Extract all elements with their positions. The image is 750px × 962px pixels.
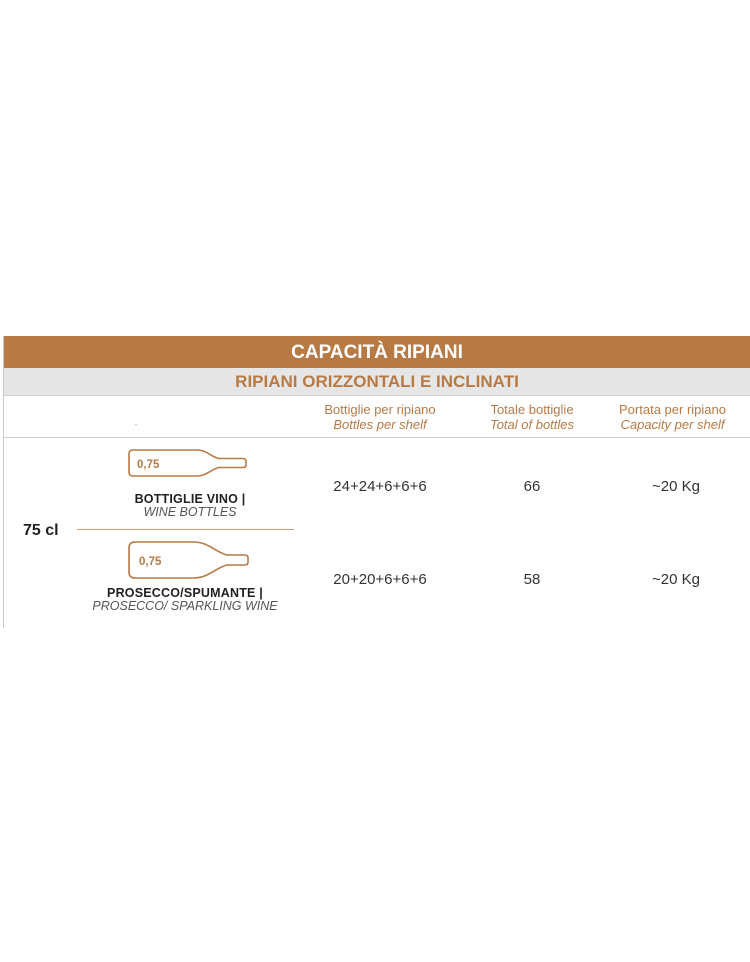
bottle-type-it: PROSECCO/SPUMANTE | bbox=[107, 586, 263, 600]
column-header-bottles-per-shelf bbox=[300, 402, 460, 432]
table-subtitle: RIPIANI ORIZZONTALI E INCLINATI bbox=[4, 368, 750, 396]
sparkling-bottle-icon bbox=[127, 540, 251, 580]
bottle-volume-label: 0,75 bbox=[139, 556, 162, 568]
column-header-capacity-per-shelf bbox=[600, 402, 745, 432]
bottle-volume-label: 0,75 bbox=[137, 459, 160, 471]
bottle-type-label bbox=[95, 493, 285, 519]
table-title: CAPACITÀ RIPIANI bbox=[4, 336, 750, 368]
bottle-type-it: BOTTIGLIE VINO | bbox=[134, 492, 246, 506]
header-dot bbox=[135, 424, 137, 425]
column-header-sub: Capacity per shelf bbox=[620, 417, 725, 432]
capacity-value: ~20 Kg bbox=[652, 478, 700, 495]
column-header-total-bottles bbox=[462, 402, 602, 432]
total-bottles-value: 58 bbox=[523, 571, 541, 588]
bottles-per-shelf-value: 24+24+6+6+6 bbox=[333, 478, 427, 495]
column-header-main: Portata per ripiano bbox=[619, 402, 726, 417]
bottle-size-label: 75 cl bbox=[23, 522, 59, 539]
column-header-main: Totale bottiglie bbox=[490, 402, 574, 417]
column-header-main: Bottiglie per ripiano bbox=[324, 402, 436, 417]
row-divider bbox=[77, 529, 294, 530]
shelf-capacity-table bbox=[0, 336, 750, 628]
bottle-type-en: WINE BOTTLES bbox=[143, 505, 237, 519]
total-bottles-value: 66 bbox=[523, 478, 541, 495]
bottle-type-label bbox=[70, 587, 300, 613]
header-divider bbox=[4, 437, 750, 438]
column-header-sub: Bottles per shelf bbox=[333, 417, 427, 432]
bottles-per-shelf-value: 20+20+6+6+6 bbox=[333, 571, 427, 588]
capacity-value: ~20 Kg bbox=[652, 571, 700, 588]
column-header-sub: Total of bottles bbox=[489, 417, 575, 432]
wine-bottle-icon bbox=[127, 448, 249, 478]
bottle-type-en: PROSECCO/ SPARKLING WINE bbox=[92, 599, 278, 613]
